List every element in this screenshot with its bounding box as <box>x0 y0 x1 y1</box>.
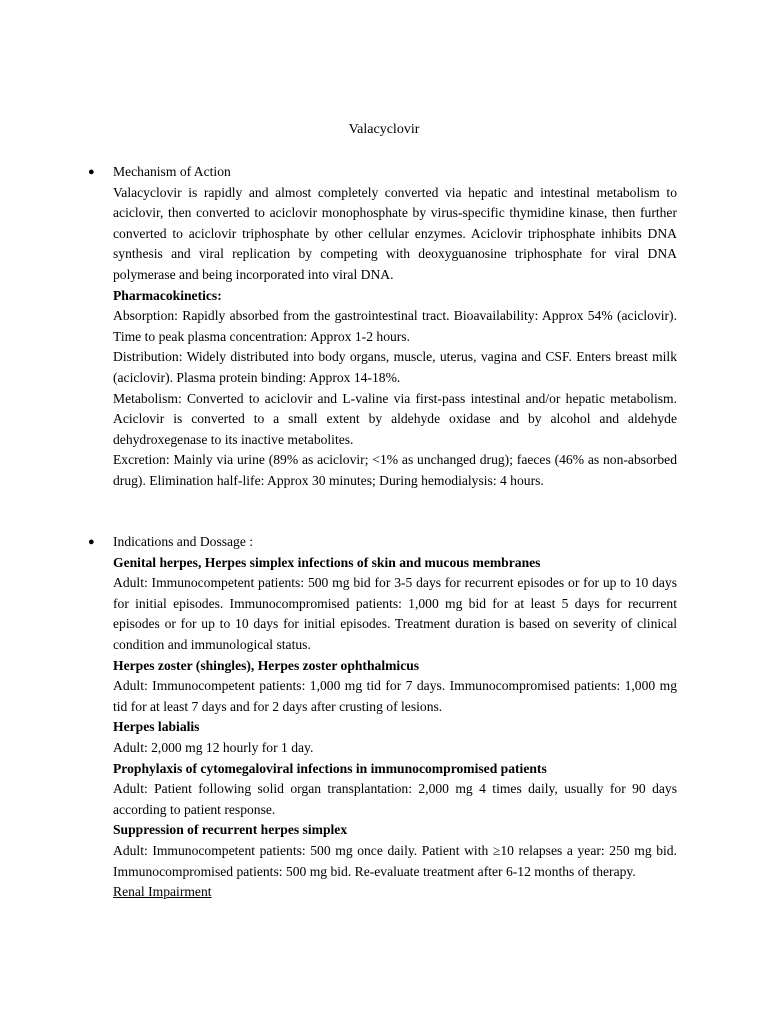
document-title: Valacyclovir <box>348 122 420 137</box>
indication-text: Adult: 2,000 mg 12 hourly for 1 day. <box>113 739 314 755</box>
moa-text: Valacyclovir is rapidly and almost completely converted via hepatic and intestinal metabolism to aciclovir, then converted to aciclovir monophosphate by virus-specific thymidine kinase, then further converted to aciclovir triphosphate by other cellular enzymes. Aciclovir triphosphate inhibits DNA synthesis and viral replication by competing with deoxyguanosine triphosphate for viral DNA polymerase and being incorporated into viral DNA. <box>113 184 677 282</box>
pk-metabolism: Metabolism: Converted to aciclovir and L-valine via first-pass intestinal and/or hepatic metabolism. Aciclovir is converted to a small extent by aldehyde oxidase and by alcohol and aldehyde dehydroxegenase to its inactive metabolites. <box>113 390 677 447</box>
indications-heading: Indications and Dossage : <box>113 534 254 549</box>
indication-text: Adult: Immunocompetent patients: 500 mg once daily. Patient with ≥10 relapses a year: 250 mg bid. Immunocompromised patients: 500 mg bid. Re-evaluate treatment after 6-12 months of therapy. <box>113 842 677 879</box>
indication-text: Adult: Immunocompetent patients: 1,000 mg tid for 7 days. Immunocompromised patients: 1,000 mg tid for at least 7 days and for 2 days after crusting of lesions. <box>113 678 677 714</box>
bullet-icon: ● <box>88 536 95 548</box>
indication-text: Adult: Immunocompetent patients: 500 mg bid for 3-5 days for recurrent episodes or for up to 10 days for initial episodes. Immunocompromised patients: 1,000 mg bid for at least 5 days for recurrent episodes or for up to 10 days for initial episodes. Treatment duration is based on severity of clinical condition and immunological status. <box>113 575 677 652</box>
pk-absorption: Absorption: Rapidly absorbed from the gastrointestinal tract. Bioavailability: Approx 54% (aciclovir). Time to peak plasma concentration: Approx 1-2 hours. <box>113 308 677 344</box>
indication-title: Herpes zoster (shingles), Herpes zoster ophthalmicus <box>113 657 420 673</box>
pk-heading: Pharmacokinetics: <box>113 287 222 303</box>
pk-distribution: Distribution: Widely distributed into body organs, muscle, uterus, vagina and CSF. Enters breast milk (aciclovir). Plasma protein binding: Approx 14-18%. <box>113 349 677 385</box>
indication-title: Genital herpes, Herpes simplex infections of skin and mucous membranes <box>113 554 541 570</box>
indication-title: Suppression of recurrent herpes simplex <box>113 822 348 838</box>
indication-title: Prophylaxis of cytomegaloviral infections in immunocompromised patients <box>113 760 547 776</box>
section-indications-dosage <box>88 532 677 903</box>
bullet-icon: ● <box>88 166 95 178</box>
renal-impairment-heading: Renal Impairment <box>113 884 212 900</box>
indication-text: Adult: Patient following solid organ transplantation: 2,000 mg 4 times daily, usually for 90 days according to patient response. <box>113 781 677 817</box>
pk-excretion: Excretion: Mainly via urine (89% as aciclovir; <1% as unchanged drug); faeces (46% as non-absorbed drug). Elimination half-life: Approx 30 minutes; During hemodialysis: 4 hours. <box>113 452 677 488</box>
section-mechanism-pharmacokinetics <box>88 162 677 492</box>
moa-heading: Mechanism of Action <box>113 164 231 179</box>
indication-title: Herpes labialis <box>113 719 200 735</box>
